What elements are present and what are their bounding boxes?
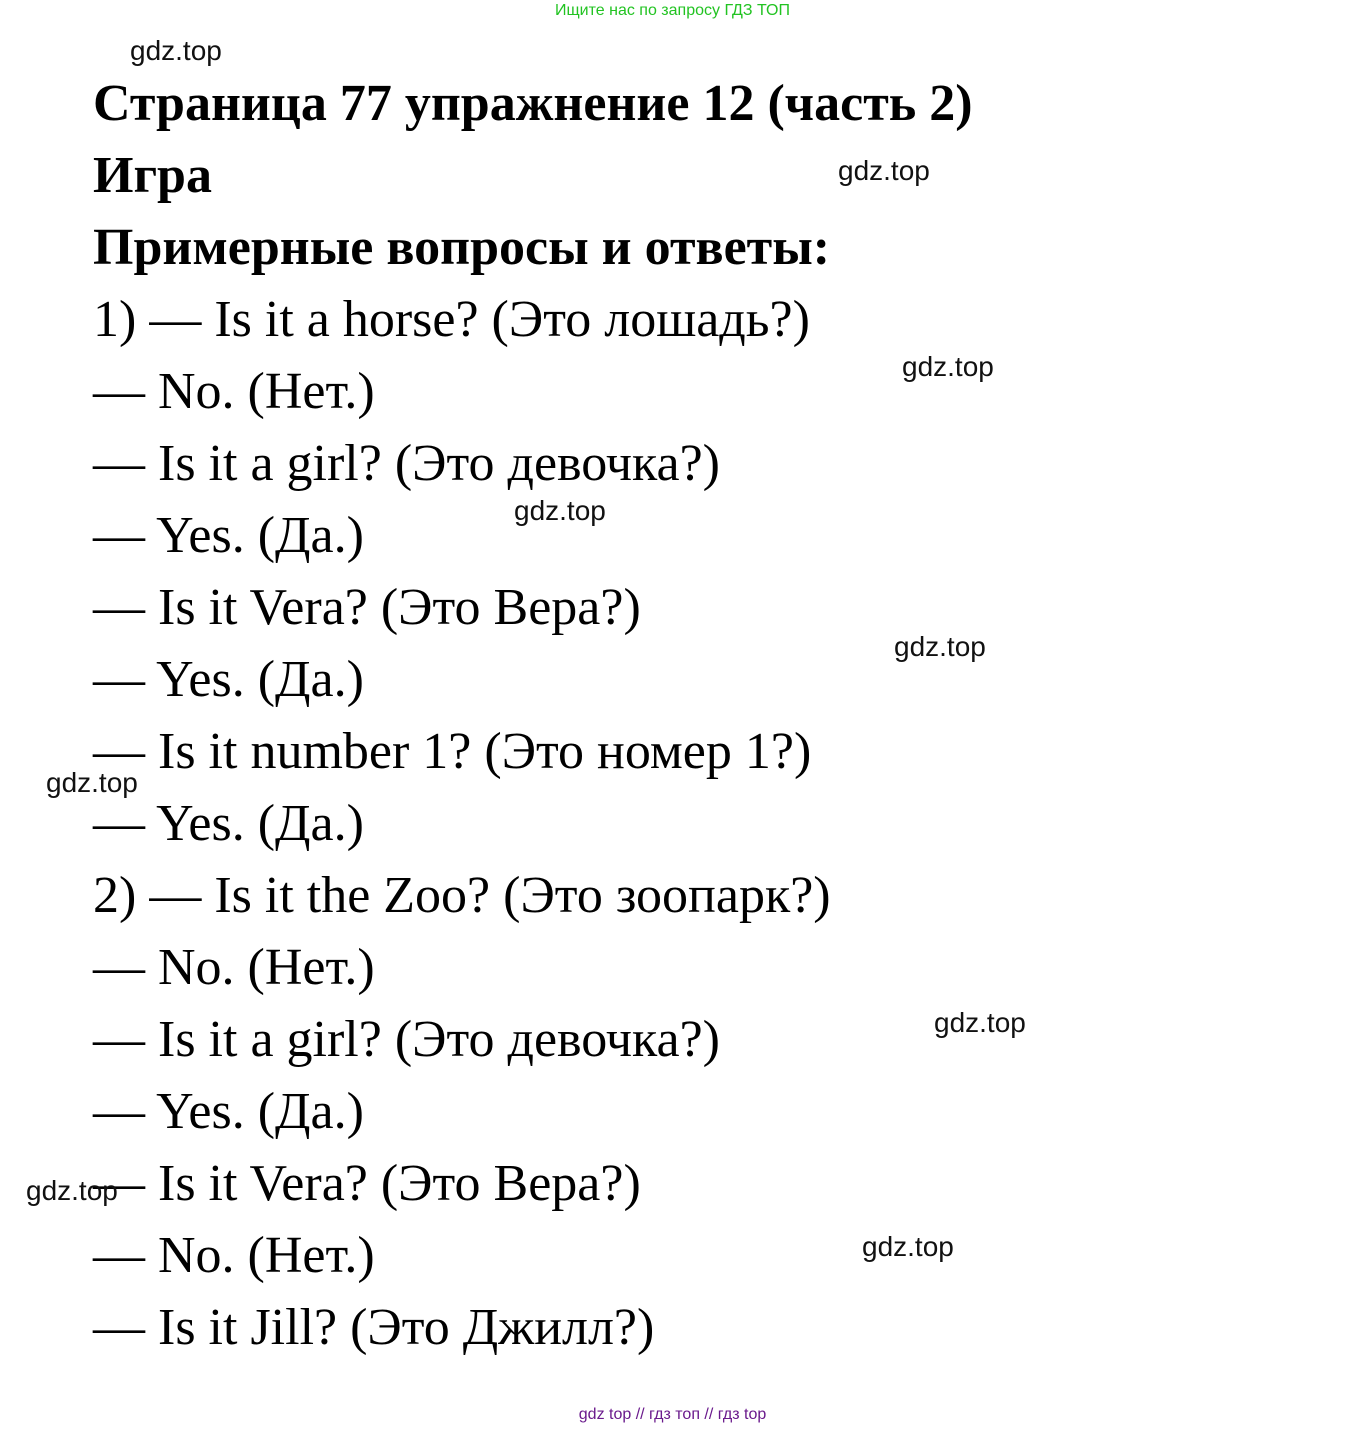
dialogue-line: — Yes. (Да.)	[93, 507, 364, 564]
dialogue-line: — Is it Vera? (Это Вера?)	[93, 579, 641, 636]
page-title: Страница 77 упражнение 12 (часть 2)	[93, 75, 973, 132]
subtitle: Игра	[93, 147, 212, 204]
watermark: gdz.top	[26, 1175, 118, 1206]
dialogue-line: — Yes. (Да.)	[93, 795, 364, 852]
watermark: gdz.top	[894, 631, 986, 662]
dialogue-line: — Is it number 1? (Это номер 1?)	[93, 723, 812, 780]
dialogue-line: 1) — Is it a horse? (Это лошадь?)	[93, 291, 810, 348]
dialogue-line: — Is it Jill? (Это Джилл?)	[93, 1299, 655, 1356]
footer-links[interactable]: gdz top // гдз топ // гдз top	[578, 1406, 767, 1423]
dialogue-line: 2) — Is it the Zoo? (Это зоопарк?)	[93, 867, 831, 924]
top-banner[interactable]: Ищите нас по запросу ГДЗ ТОП	[555, 2, 790, 19]
dialogue-line: — No. (Нет.)	[93, 363, 375, 420]
watermark: gdz.top	[934, 1007, 1026, 1038]
dialogue-line: — No. (Нет.)	[93, 1227, 375, 1284]
watermark: gdz.top	[514, 495, 606, 526]
watermark: gdz.top	[902, 351, 994, 382]
dialogue-line: — No. (Нет.)	[93, 939, 375, 996]
watermark: gdz.top	[862, 1231, 954, 1262]
dialogue-line: — Is it a girl? (Это девочка?)	[93, 1011, 720, 1068]
section-heading: Примерные вопросы и ответы:	[93, 219, 831, 276]
watermark: gdz.top	[130, 35, 222, 66]
watermark: gdz.top	[838, 155, 930, 186]
dialogue-line: — Is it a girl? (Это девочка?)	[93, 435, 720, 492]
watermark: gdz.top	[46, 767, 138, 798]
dialogue-line: — Is it Vera? (Это Вера?)	[93, 1155, 641, 1212]
dialogue-line: — Yes. (Да.)	[93, 651, 364, 708]
dialogue-line: — Yes. (Да.)	[93, 1083, 364, 1140]
